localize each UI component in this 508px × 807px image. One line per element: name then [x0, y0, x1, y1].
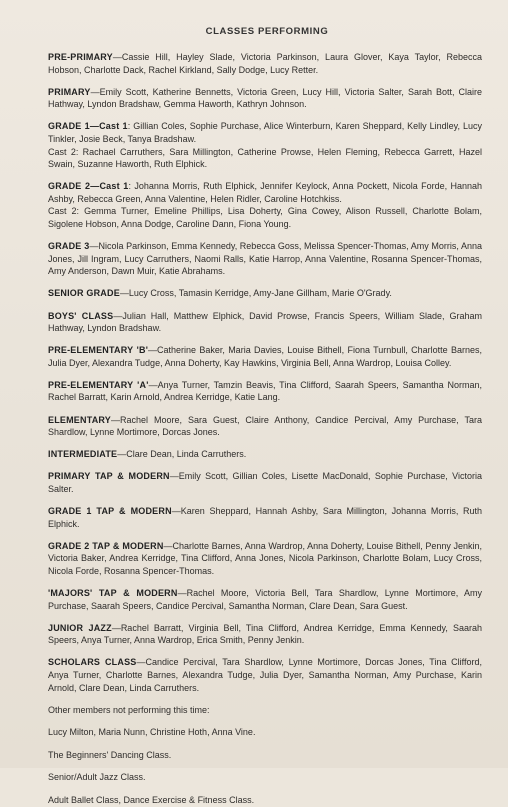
class-members: —Rachel Moore, Victoria Bell, Tara Shardlow, Lynne Mortimore, Amy Purchase, Saarah Speers, Candice Percival, Samantha Norman, Clare Dean, Sara Guest.: [48, 588, 483, 611]
class-entry: [48, 180, 482, 230]
class-heading: GRADE 2 TAP & MODERN: [48, 540, 164, 551]
class-entry: [48, 505, 482, 530]
class-members: —Cassie Hill, Hayley Slade, Victoria Parkinson, Laura Glover, Kaya Taylor, Rebecca Hobson, Charlotte Dack, Rachel Kirkland, Sally Dodge, Lucy Retter.: [48, 52, 482, 75]
class-heading: SCHOLARS CLASS: [48, 657, 137, 668]
class-entry: [48, 120, 482, 170]
class-entry: [48, 51, 482, 76]
class-entry: [48, 656, 482, 694]
class-entry: [48, 379, 482, 404]
class-heading: GRADE 3: [48, 241, 90, 252]
class-heading: PRE-PRIMARY: [48, 52, 113, 62]
class-members: —Clare Dean, Linda Carruthers.: [117, 449, 247, 460]
class-heading: GRADE 2—Cast 1: [48, 181, 129, 192]
class-heading: GRADE 1—Cast 1: [48, 121, 128, 132]
class-entry: [48, 540, 482, 578]
class-heading: PRIMARY TAP & MODERN: [48, 471, 170, 482]
class-members-cast: Cast 2: Gemma Turner, Emeline Phillips, Lisa Doherty, Gina Cowey, Alison Russell, Charlotte Bolam, Sigolene Hobson, Anna Dodge, Caroline Dann, Fiona Young.: [48, 206, 482, 230]
note-line: Senior/Adult Jazz Class.: [48, 772, 146, 783]
class-members: —Rachel Barratt, Virginia Bell, Tina Clifford, Andrea Kerridge, Emma Kennedy, Saarah Speers, Anya Turner, Anna Wardrop, Erica Smith, Penny Jenkin.: [48, 622, 482, 646]
class-heading: 'MAJORS' TAP & MODERN: [48, 588, 178, 598]
class-members: —Rachel Moore, Sara Guest, Claire Anthony, Candice Percival, Amy Purchase, Tara Shardlow, Lynne Mortimore, Dorcas Jones.: [48, 414, 482, 438]
class-heading: ELEMENTARY: [48, 414, 112, 425]
other-members-notes: [48, 704, 482, 807]
class-heading: PRE-ELEMENTARY 'A': [48, 379, 149, 390]
class-heading: INTERMEDIATE: [48, 449, 118, 460]
class-heading: BOYS' CLASS: [48, 310, 114, 321]
class-members: —Candice Percival, Tara Shardlow, Lynne Mortimore, Dorcas Jones, Tina Clifford, Anya Turner, Charlotte Barnes, Alexandra Tudge, Julia Dyer, Samantha Norman, Amy Purchase, Karin Arnold, Clare Dean, Linda Carruthers.: [48, 657, 482, 693]
class-entry: [48, 344, 482, 369]
note-line: Adult Ballet Class, Dance Exercise & Fitness Class.: [48, 795, 255, 806]
class-members: —Lucy Cross, Tamasin Kerridge, Amy-Jane Gillham, Marie O'Grady.: [119, 288, 392, 299]
note-line: Lucy Milton, Maria Nunn, Christine Hoth, Anna Vine.: [48, 727, 256, 738]
note-line: Other members not performing this time:: [48, 704, 210, 715]
class-heading: PRIMARY: [48, 86, 91, 97]
class-entry: [48, 587, 482, 612]
class-entry: [48, 240, 482, 278]
class-members: —Emily Scott, Katherine Bennetts, Victoria Green, Lucy Hill, Victoria Salter, Sarah Bott, Claire Hathway, Lyndon Bradshaw, Gemma Haworth, Kathryn Johnson.: [48, 86, 482, 110]
class-entry: [48, 414, 482, 439]
class-members: —Nicola Parkinson, Emma Kennedy, Rebecca Goss, Melissa Spencer-Thomas, Amy Morris, Anna Jones, Jill Ingram, Lucy Carruthers, Naomi Ralls, Katie Harrop, Anna Valentine, Rosanna Spencer-Thomas, Amy Anderson, Dawn Muir, Katie Abrahams.: [48, 241, 482, 277]
class-members: —Catherine Baker, Maria Davies, Louise Bithell, Fiona Turnbull, Charlotte Barnes, Julia Dyer, Alexandra Tudge, Anna Doherty, Kay Hawkins, Virginia Bell, Anna Wardrop, Louisa Colley.: [48, 345, 482, 368]
class-members-cast: Cast 2: Rachael Carruthers, Sara Millington, Catherine Prowse, Helen Fleming, Rebecca Garrett, Hazel Swain, Suzanne Haworth, Ruth Elphick.: [48, 146, 482, 170]
class-members: : Gillian Coles, Sophie Purchase, Alice Winterburn, Karen Sheppard, Kelly Lindley, Lucy Tinkler, Josie Beck, Tanya Bradshaw.: [48, 121, 482, 144]
class-entry: [48, 448, 482, 461]
class-members: —Anya Turner, Tamzin Beavis, Tina Clifford, Saarah Speers, Samantha Norman, Rachel Barratt, Karin Arnold, Andrea Kerridge, Katie Lang.: [48, 379, 482, 403]
class-heading: SENIOR GRADE: [48, 288, 120, 299]
note-line: The Beginners' Dancing Class.: [48, 749, 172, 760]
class-list: [48, 51, 482, 694]
class-entry: [48, 287, 482, 300]
class-members: —Charlotte Barnes, Anna Wardrop, Anna Doherty, Louise Bithell, Penny Jenkin, Victoria Baker, Andrea Kerridge, Tina Clifford, Anna Jones, Nicola Parkinson, Charlotte Bolam, Lucy Cross, Nicola Forde, Rosanna Spencer-Thomas.: [48, 540, 482, 576]
class-heading: JUNIOR JAZZ: [48, 622, 112, 633]
class-heading: GRADE 1 TAP & MODERN: [48, 506, 172, 517]
class-members: —Emily Scott, Gillian Coles, Lisette MacDonald, Sophie Purchase, Victoria Salter.: [48, 471, 482, 494]
class-members: : Johanna Morris, Ruth Elphick, Jennifer Keylock, Anna Pockett, Nicola Forde, Hannah Ashby, Rebecca Green, Anna Valentine, Helen Ridler, Caroline Hotchkiss.: [48, 181, 482, 204]
class-members: —Julian Hall, Matthew Elphick, David Prowse, Francis Speers, William Slade, Graham Hathway, Lyndon Bradshaw.: [48, 310, 482, 334]
class-entry: [48, 86, 482, 111]
class-entry: [48, 622, 482, 647]
class-entry: [48, 310, 482, 335]
class-members: —Karen Sheppard, Hannah Ashby, Sara Millington, Johanna Morris, Ruth Elphick.: [48, 506, 483, 529]
class-heading: PRE-ELEMENTARY 'B': [48, 345, 149, 356]
class-entry: [48, 470, 482, 495]
page-title: CLASSES PERFORMING: [205, 26, 329, 37]
